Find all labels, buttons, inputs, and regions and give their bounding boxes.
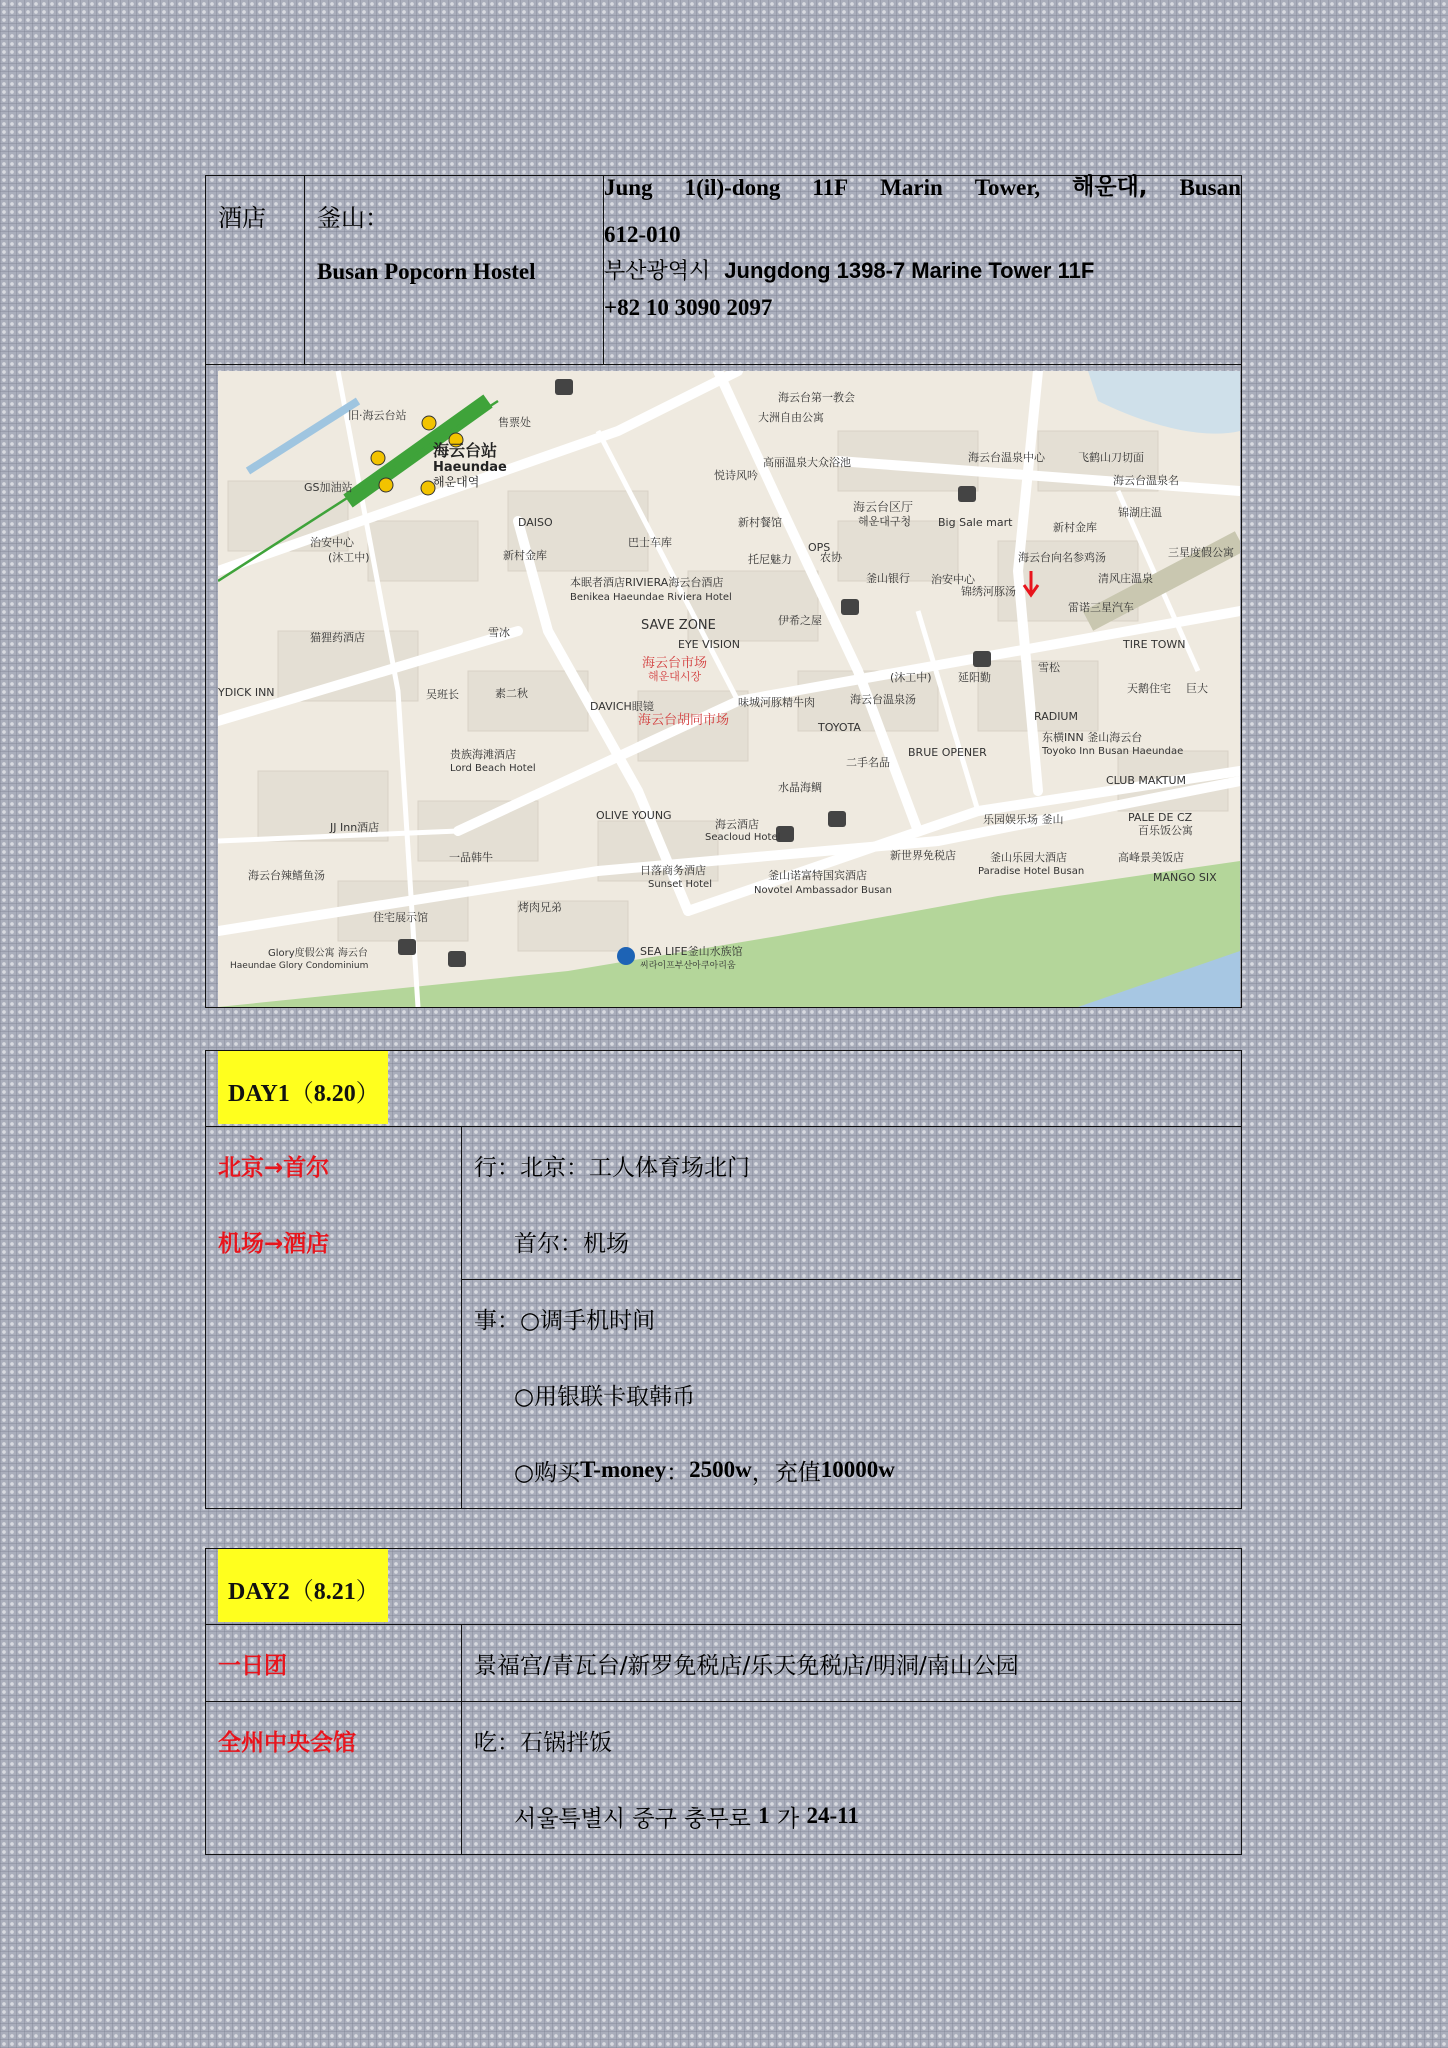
svg-text:吴班长: 吴班长	[426, 688, 459, 701]
svg-text:海云酒店: 海云酒店	[715, 818, 759, 831]
day1-route-2: 机场→酒店	[218, 1230, 330, 1257]
day1-header-cell	[206, 1051, 1242, 1127]
svg-text:住宅展示馆: 住宅展示馆	[373, 911, 428, 924]
day2-title: DAY2（8.21）	[218, 1549, 388, 1622]
address-word: 11F	[812, 175, 849, 200]
svg-text:雷诺三星汽车: 雷诺三星汽车	[1068, 601, 1134, 614]
svg-text:DAISO: DAISO	[518, 516, 553, 529]
area-map	[218, 371, 1240, 1007]
svg-text:新村金库: 新村金库	[1053, 521, 1097, 534]
svg-text:CLUB MAKTUM: CLUB MAKTUM	[1106, 774, 1186, 787]
svg-text:雪冰: 雪冰	[488, 626, 510, 639]
svg-text:味城河豚精牛肉: 味城河豚精牛肉	[738, 696, 815, 709]
day1-title: DAY1（8.20）	[218, 1051, 388, 1124]
svg-text:东横INN 釜山海云台: 东横INN 釜山海云台	[1042, 731, 1143, 744]
svg-text:本眠者酒店RIVIERA海云台酒店: 本眠者酒店RIVIERA海云台酒店	[570, 576, 724, 589]
svg-text:Lord Beach Hotel: Lord Beach Hotel	[450, 763, 536, 774]
day2-tour-label-cell	[206, 1625, 462, 1702]
svg-text:YDICK INN: YDICK INN	[218, 686, 275, 699]
hotel-address-line1	[604, 176, 1241, 199]
day1-task-2: ○用银联卡取韩币	[514, 1383, 696, 1410]
day2-food-text: 吃：石锅拌饭	[474, 1729, 612, 1756]
svg-text:新村金库: 新村金库	[503, 549, 547, 562]
svg-text:旧·海云台站: 旧·海云台站	[348, 409, 407, 422]
day1-table	[205, 1050, 1242, 1509]
svg-text:Big Sale mart: Big Sale mart	[938, 516, 1013, 529]
svg-text:悦诗风吟: 悦诗风吟	[714, 469, 758, 482]
address-word: Tower,	[974, 175, 1041, 200]
svg-text:清风庄温泉: 清风庄温泉	[1098, 572, 1153, 585]
day1-task-1: 事：○调手机时间	[474, 1307, 656, 1334]
svg-text:釜山乐园大酒店: 釜山乐园大酒店	[990, 851, 1067, 864]
address-english: Jungdong 1398-7 Marine Tower 11F	[724, 258, 1095, 283]
svg-text:Sunset Hotel: Sunset Hotel	[648, 879, 712, 890]
svg-text:猫狸药酒店: 猫狸药酒店	[310, 631, 365, 644]
svg-text:农协: 农协	[820, 551, 842, 564]
svg-text:海云台向名参鸡汤: 海云台向名参鸡汤	[1018, 551, 1106, 564]
svg-text:巨大: 巨大	[1186, 682, 1208, 695]
svg-text:(沐工中): (沐工中)	[890, 671, 932, 684]
svg-text:JJ Inn酒店: JJ Inn酒店	[330, 821, 380, 834]
day2-food-cell	[462, 1702, 1242, 1855]
svg-text:해운대역: 해운대역	[433, 475, 480, 489]
address-word: 해운대,	[1072, 174, 1148, 200]
svg-text:釜山银行: 釜山银行	[866, 572, 910, 585]
svg-text:MANGO SIX: MANGO SIX	[1153, 871, 1217, 884]
svg-text:GS加油站: GS加油站	[304, 481, 353, 494]
svg-text:EYE VISION: EYE VISION	[678, 638, 740, 651]
svg-text:해운대구청: 해운대구청	[858, 515, 912, 528]
svg-text:海云台站: 海云台站	[433, 441, 498, 460]
svg-text:新村餐馆: 新村餐馆	[738, 516, 782, 529]
svg-text:巴士车库: 巴士车库	[628, 536, 672, 549]
svg-text:Paradise Hotel Busan: Paradise Hotel Busan	[978, 866, 1085, 877]
day2-food-label: 全州中央会馆	[218, 1729, 356, 1756]
svg-text:贵族海滩酒店: 贵族海滩酒店	[450, 748, 516, 761]
day2-header-cell	[206, 1549, 1242, 1625]
svg-text:Glory度假公寓 海云台: Glory度假公寓 海云台	[268, 948, 368, 959]
svg-text:托尼魅力: 托尼魅力	[748, 553, 792, 566]
svg-text:日落商务酒店: 日落商务酒店	[640, 864, 706, 877]
svg-text:OPS: OPS	[808, 541, 831, 554]
svg-text:大洲自由公寓: 大洲自由公寓	[758, 411, 824, 424]
hotel-city: 釜山：	[317, 204, 389, 232]
day1-transport-cell	[462, 1127, 1242, 1280]
address-word: Marin	[880, 175, 943, 200]
day1-route-1: 北京→首尔	[218, 1154, 330, 1181]
svg-text:二手名品: 二手名品	[846, 756, 890, 769]
day1-tasks-cell	[462, 1280, 1242, 1509]
svg-text:素二秋: 素二秋	[495, 687, 528, 700]
svg-text:Seacloud Hotel: Seacloud Hotel	[705, 832, 781, 843]
svg-text:百乐饭公寓: 百乐饭公寓	[1138, 824, 1193, 837]
address-word: Jung	[604, 175, 653, 200]
svg-text:锦湖庄温: 锦湖庄温	[1118, 506, 1162, 519]
svg-text:OLIVE YOUNG: OLIVE YOUNG	[596, 809, 672, 822]
svg-text:씨라이프부산아쿠아리움: 씨라이프부산아쿠아리움	[640, 961, 736, 971]
map-svg	[218, 371, 1240, 1007]
hotel-label-cell	[206, 176, 305, 365]
svg-text:乐园娱乐场 釜山: 乐园娱乐场 釜山	[983, 813, 1064, 826]
svg-text:锦绣河豚汤: 锦绣河豚汤	[961, 585, 1016, 598]
svg-text:海云台第一教会: 海云台第一教会	[778, 391, 855, 404]
day2-tour-cell	[462, 1625, 1242, 1702]
svg-text:해운대시장: 해운대시장	[648, 670, 702, 683]
svg-text:Haeundae Glory Condominium: Haeundae Glory Condominium	[230, 961, 369, 971]
hotel-label: 酒店	[218, 204, 266, 232]
day2-food-label-cell	[206, 1702, 462, 1855]
svg-text:飞鹤山刀切面: 飞鹤山刀切面	[1078, 451, 1144, 464]
day2-table	[205, 1548, 1242, 1855]
map-cell	[206, 365, 1242, 1008]
svg-text:海云台市场: 海云台市场	[642, 656, 708, 671]
svg-text:Benikea Haeundae Riviera Hotel: Benikea Haeundae Riviera Hotel	[570, 592, 732, 603]
svg-text:海云台区厅: 海云台区厅	[853, 500, 914, 514]
hotel-address-line2: 612-010	[604, 222, 681, 247]
svg-text:TOYOTA: TOYOTA	[818, 721, 861, 734]
hotel-phone: +82 10 3090 2097	[604, 295, 773, 320]
svg-text:(沐工中): (沐工中)	[328, 551, 370, 564]
day2-tour-label: 一日团	[218, 1652, 287, 1679]
hotel-name: Busan Popcorn Hostel	[317, 259, 536, 284]
svg-text:海云台温泉名: 海云台温泉名	[1113, 474, 1179, 487]
svg-text:海云台温泉汤: 海云台温泉汤	[850, 693, 916, 706]
svg-text:伊希之屋: 伊希之屋	[778, 614, 822, 627]
hotel-name-cell	[305, 176, 604, 365]
svg-text:PALE DE CZ: PALE DE CZ	[1128, 811, 1193, 824]
svg-text:釜山诺富特国宾酒店: 釜山诺富特国宾酒店	[768, 869, 867, 882]
hotel-address-cell	[604, 176, 1242, 365]
day2-tour-text: 景福宫/青瓦台/新罗免税店/乐天免税店/明洞/南山公园	[474, 1652, 1019, 1679]
svg-text:RADIUM: RADIUM	[1034, 710, 1078, 723]
svg-text:烤肉兄弟: 烤肉兄弟	[518, 901, 562, 914]
svg-text:Novotel Ambassador Busan: Novotel Ambassador Busan	[754, 885, 892, 896]
svg-text:SAVE ZONE: SAVE ZONE	[641, 618, 716, 633]
svg-text:海云台辣鳍鱼汤: 海云台辣鳍鱼汤	[248, 869, 325, 882]
svg-text:新世界免税店: 新世界免税店	[890, 849, 956, 862]
svg-text:SEA LIFE釜山水族馆: SEA LIFE釜山水族馆	[640, 945, 743, 958]
svg-text:海云台胡同市场: 海云台胡同市场	[638, 713, 730, 728]
svg-text:高丽温泉大众浴池: 高丽温泉大众浴池	[763, 456, 851, 469]
svg-text:高峰景美饭店: 高峰景美饭店	[1118, 851, 1184, 864]
svg-text:BRUE OPENER: BRUE OPENER	[908, 746, 987, 759]
hotel-table	[205, 175, 1242, 1008]
svg-text:延阳勤: 延阳勤	[958, 671, 991, 684]
svg-text:治安中心: 治安中心	[310, 536, 354, 549]
svg-text:治安中心: 治安中心	[931, 573, 975, 586]
svg-text:三星度假公寓: 三星度假公寓	[1168, 546, 1234, 559]
day1-transport-line2: 首尔：机场	[514, 1230, 629, 1257]
svg-text:天鹅住宅: 天鹅住宅	[1127, 682, 1171, 695]
svg-text:Toyoko Inn Busan Haeundae: Toyoko Inn Busan Haeundae	[1042, 746, 1184, 757]
day1-task-3: ○购买 T-money ： 2500w ，充值 10000w	[514, 1457, 895, 1486]
day1-transport-line1: 行：北京：工人体育场北门	[474, 1154, 750, 1181]
day2-food-address: 서울특별시 중구 충무로 1 가 24-11	[514, 1803, 859, 1832]
svg-text:雪松: 雪松	[1038, 661, 1060, 674]
svg-text:售票处: 售票处	[498, 416, 531, 429]
address-word: 1(il)-dong	[684, 175, 781, 200]
address-korean: 부산광역시	[604, 259, 711, 284]
svg-text:一品韩牛: 一品韩牛	[449, 851, 493, 864]
svg-text:水晶海鲷: 水晶海鲷	[778, 781, 822, 794]
hotel-address-line3	[604, 260, 1241, 283]
svg-text:DAVICH眼镜: DAVICH眼镜	[590, 700, 654, 713]
svg-text:TIRE TOWN: TIRE TOWN	[1123, 638, 1186, 651]
day1-route-cell	[206, 1127, 462, 1509]
svg-text:Haeundae: Haeundae	[433, 460, 507, 475]
svg-text:海云台温泉中心: 海云台温泉中心	[968, 451, 1045, 464]
address-word: Busan	[1179, 175, 1241, 200]
